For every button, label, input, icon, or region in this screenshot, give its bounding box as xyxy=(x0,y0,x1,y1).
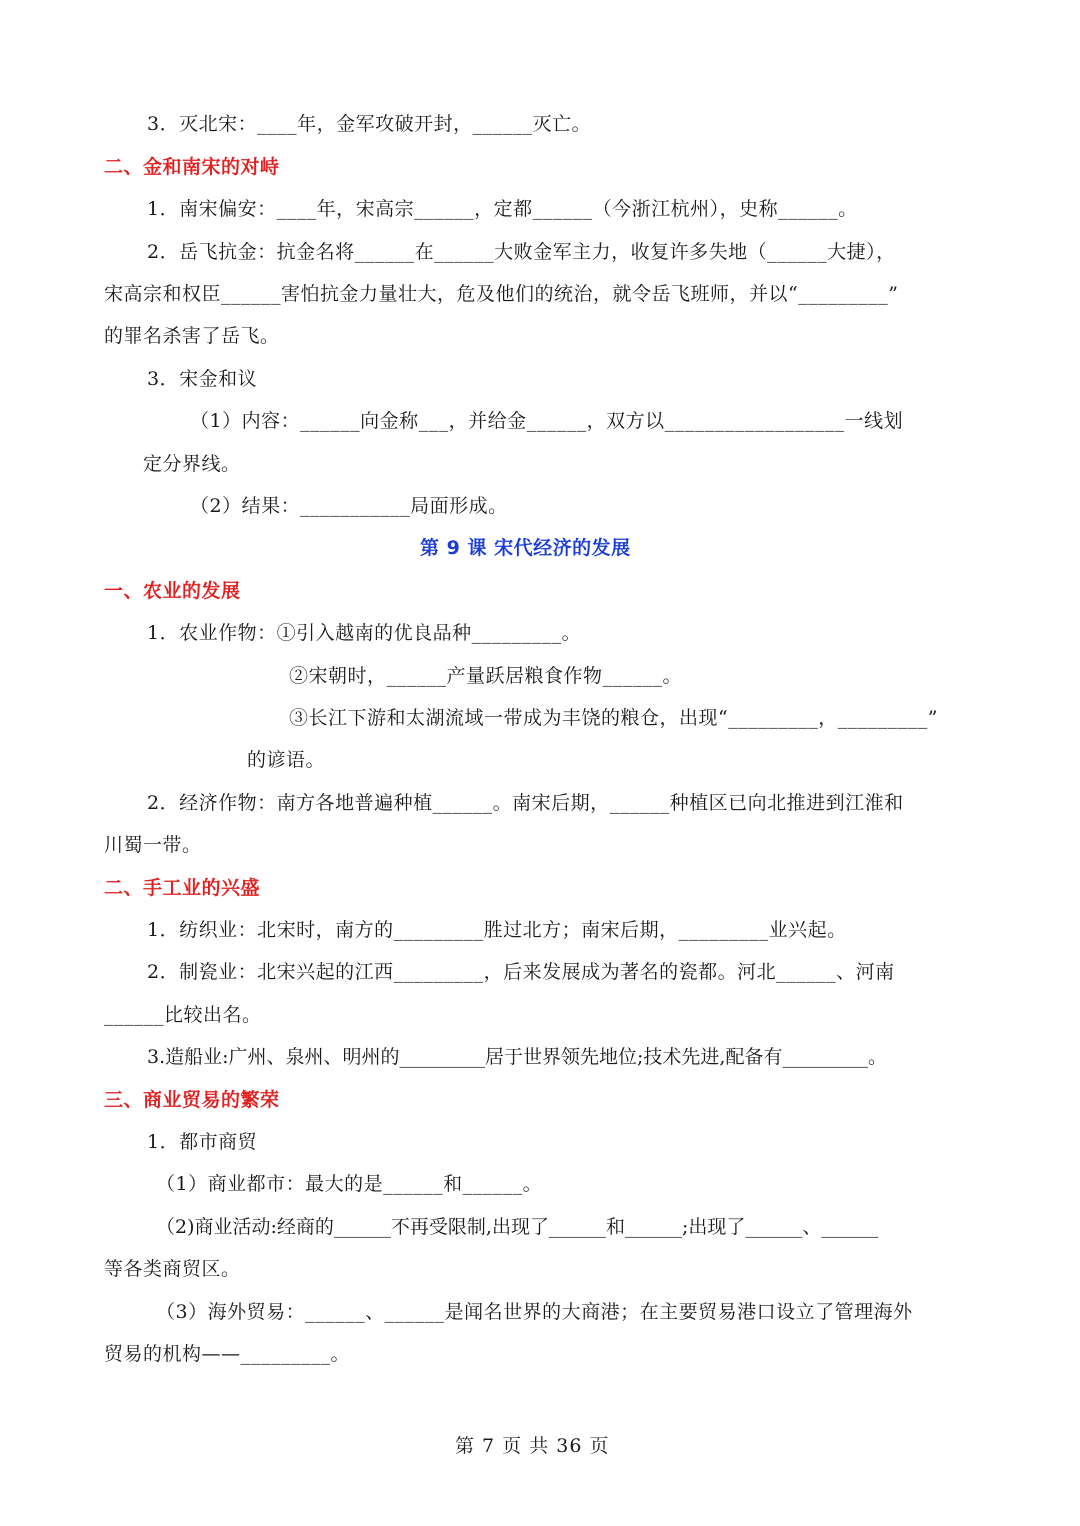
section-heading: 二、手工业的兴盛 xyxy=(104,877,261,899)
text-line: 定分界线。 xyxy=(143,453,241,475)
text-line: 3.造船业:广州、泉州、明州的_________居于世界领先地位;技术先进,配备有_________。 xyxy=(147,1046,887,1068)
text-line: 川蜀一带。 xyxy=(104,834,202,856)
text-line: 贸易的机构——_________。 xyxy=(104,1343,351,1365)
text-line: 2．经济作物：南方各地普遍种植______。南宋后期，______种植区已向北推进到江淮和 xyxy=(147,792,904,814)
text-line: 2．制瓷业：北宋兴起的江西_________，后来发展成为著名的瓷都。河北______、河南 xyxy=(147,961,895,983)
text-line: 1．都市商贸 xyxy=(147,1131,258,1153)
text-line: 宋高宗和权臣______害怕抗金力量壮大，危及他们的统治，就令岳飞班师，并以“_________” xyxy=(104,283,899,305)
text-line: （1）商业都市：最大的是______和______。 xyxy=(156,1173,543,1195)
text-line: （3）海外贸易：______、______是闻名世界的大商港；在主要贸易港口设立了管理海外 xyxy=(156,1301,913,1323)
text-line: ③长江下游和太湖流域一带成为丰饶的粮仓，出现“_________，_________” xyxy=(289,707,938,729)
text-line: 的罪名杀害了岳飞。 xyxy=(104,325,280,347)
section-heading: 三、商业贸易的繁荣 xyxy=(104,1089,280,1111)
text-line: 等各类商贸区。 xyxy=(104,1258,241,1280)
section-heading: 一、农业的发展 xyxy=(104,580,241,602)
text-line: ______比较出名。 xyxy=(104,1004,262,1026)
text-line: 1．农业作物：①引入越南的优良品种_________。 xyxy=(147,622,582,644)
text-line: 1．南宋偏安：____年，宋高宗______，定都______（今浙江杭州），史称______。 xyxy=(147,198,858,220)
text-line: （2)商业活动:经商的______不再受限制,出现了______和______;出现了______、______ xyxy=(156,1216,879,1238)
text-line: 1．纺织业：北宋时，南方的_________胜过北方；南宋后期，_________业兴起。 xyxy=(147,919,847,941)
text-line: （1）内容：______向金称___，并给金______，双方以__________________一线划 xyxy=(190,410,904,432)
text-line: 的谚语。 xyxy=(247,749,326,771)
lesson-title: 第 9 课 宋代经济的发展 xyxy=(420,537,631,559)
text-line: 3．宋金和议 xyxy=(147,368,258,390)
section-heading: 二、金和南宋的对峙 xyxy=(104,156,280,178)
text-line: （2）结果：___________局面形成。 xyxy=(190,495,508,517)
text-line: 3．灭北宋：____年，金军攻破开封，______灭亡。 xyxy=(147,113,592,135)
text-line: 2．岳飞抗金：抗金名将______在______大败金军主力，收复许多失地（______大捷）， xyxy=(147,241,896,263)
text-line: ②宋朝时，______产量跃居粮食作物______。 xyxy=(289,665,683,687)
page-footer: 第 7 页 共 36 页 xyxy=(455,1435,610,1457)
